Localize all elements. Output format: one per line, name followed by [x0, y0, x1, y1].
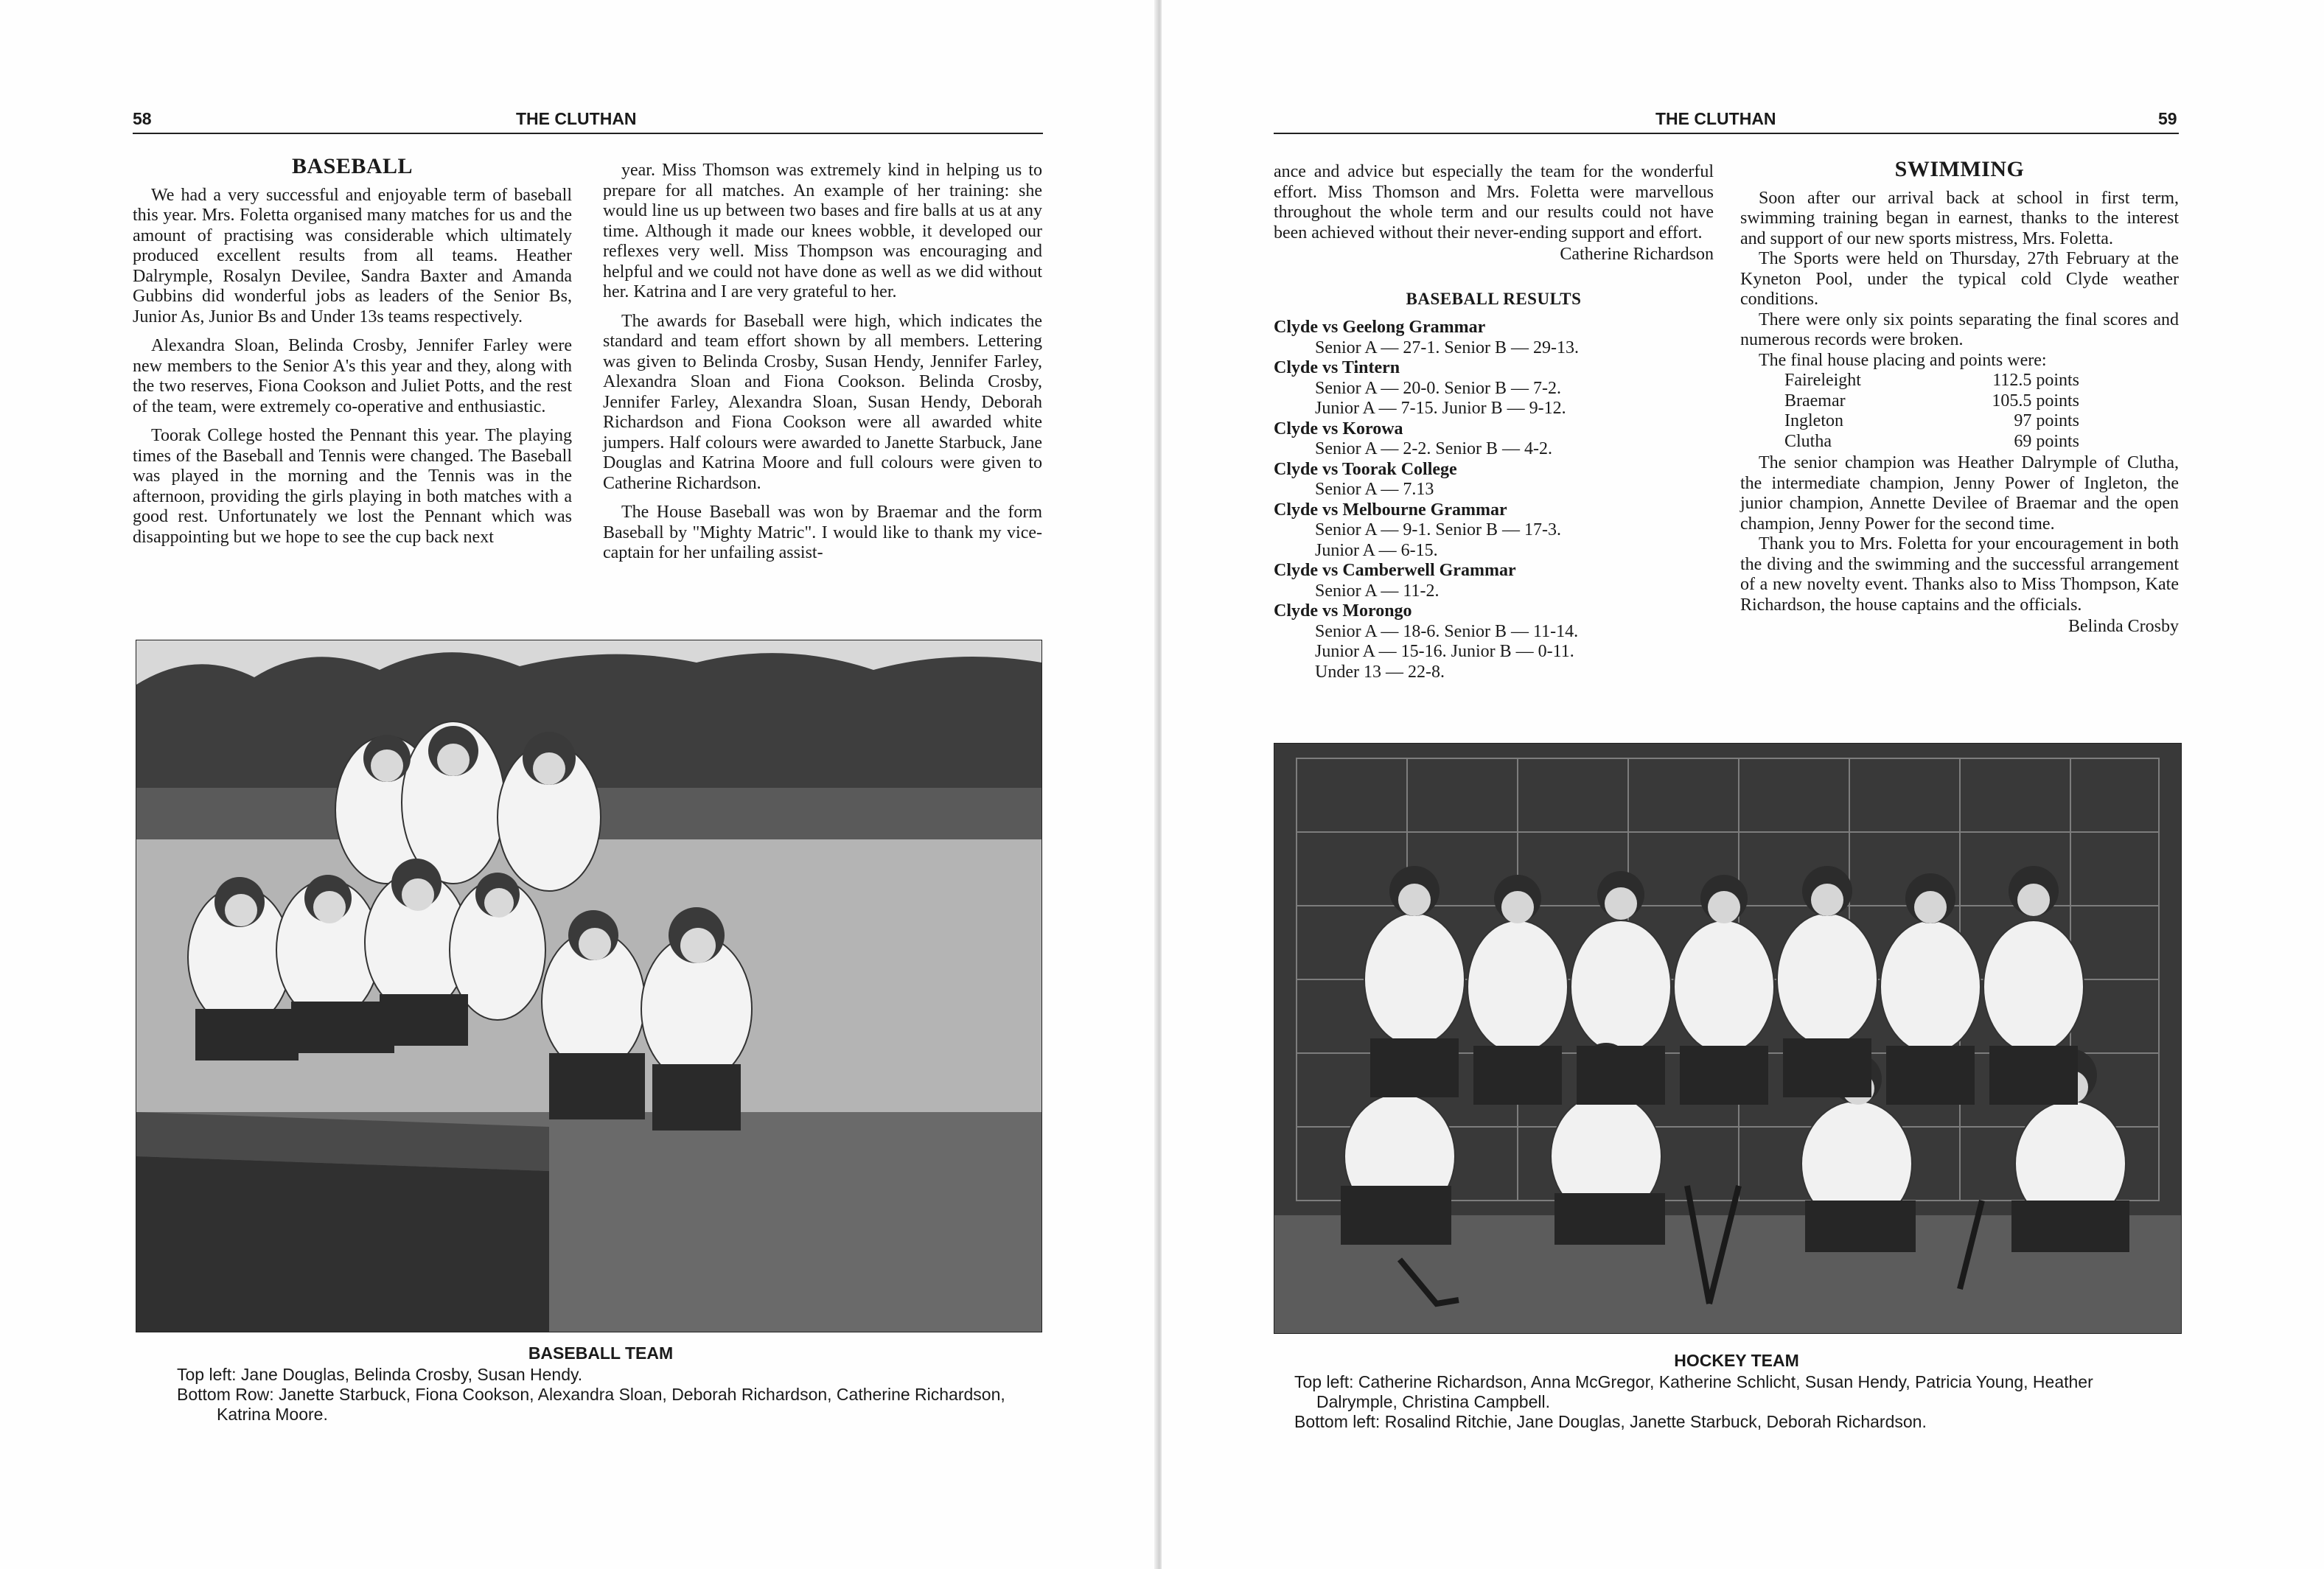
match-score: Senior A — 9-1. Senior B — 17-3. [1315, 520, 1561, 539]
match-heading: Clyde vs Morongo [1274, 601, 1412, 621]
running-head: THE CLUTHAN [1655, 109, 1776, 128]
house-name: Ingleton [1784, 411, 1843, 430]
house-row [1784, 432, 2179, 452]
paragraph: Alexandra Sloan, Belinda Crosby, Jennifer Farley were new members to the Senior A's this year and they, along with the two reserves, Fiona Cookson and Juliet Potts, and the rest of the team, were extremely co-operative and enthusiastic. [133, 336, 572, 416]
signature: Catherine Richardson [1560, 245, 1714, 264]
signature: Belinda Crosby [2068, 617, 2179, 636]
baseball-column-1 [133, 156, 572, 548]
paragraph: Thank you to Mrs. Foletta for your encouragement in both the diving and the swimming and the successful arrangement of a new novelty event. Thanks also to Miss Thompson, Kate Richardson, the house captains and the officials. [1740, 534, 2179, 615]
paragraph: The House Baseball was won by Braemar and the form Baseball by "Mighty Matric". I would like to thank my vice-captain for her unfailing assist- [603, 503, 1042, 562]
match-heading: Clyde vs Camberwell Grammar [1274, 561, 1516, 580]
house-points: 97 points [2014, 411, 2079, 430]
caption-line: Top left: Catherine Richardson, Anna McGregor, Katherine Schlicht, Susan Hendy, Patricia Young, Heather Dalrymple, Christina Campbell. [1294, 1372, 2093, 1411]
paragraph: Toorak College hosted the Pennant this year. The playing times of the Baseball and Tennis were changed. The Baseball was played in the morning and the Tennis was in the afternoon, providing the girls playing in both matches with a good rest. Unfortunately we lost the Pennant which was disappointing but we hope to see the cup back next [133, 426, 572, 547]
house-row [1784, 391, 2179, 412]
hockey-caption [1294, 1351, 2179, 1432]
results-title: BASEBALL RESULTS [1406, 289, 1582, 308]
match-heading: Clyde vs Tintern [1274, 358, 1400, 377]
paragraph: Soon after our arrival back at school in first term, swimming training began in earnest, thanks to the interest and support of our new sports mistress, Mrs. Foletta. [1740, 188, 2179, 248]
caption-title: HOCKEY TEAM [1674, 1351, 1799, 1370]
right-page [1162, 0, 2324, 1569]
match-score: Junior A — 15-16. Junior B — 0-11. [1315, 642, 1574, 661]
match-score: Senior A — 11-2. [1315, 581, 1440, 601]
paragraph: year. Miss Thomson was extremely kind in helping us to prepare for all matches. An example of her training: she would line us up between two bases and fire balls at us at any time. Although it made our knees wobble, it developed our reflexes very well. Miss Thompson was encouraging and helpful and we could not have done as well as we did without her. Katrina and I are very grateful to her. [603, 161, 1042, 301]
match-heading: Clyde vs Korowa [1274, 419, 1403, 438]
paragraph: We had a very successful and enjoyable term of baseball this year. Mrs. Foletta organised many matches for us and the amount of practising was considerable which ultimately produced excellent results from all teams. Heather Dalrymple, Rosalyn Devilee, Sandra Baxter and Amanda Gubbins did wonderful jobs as leaders of the Senior Bs, Junior As, Junior Bs and Under 13s teams respectively. [133, 185, 572, 326]
house-points: 69 points [2014, 431, 2079, 451]
match-heading: Clyde vs Melbourne Grammar [1274, 500, 1507, 520]
baseball-column-2 [603, 161, 1042, 564]
house-name: Clutha [1784, 431, 1832, 451]
house-name: Faireleight [1784, 371, 1861, 390]
house-row [1784, 371, 2179, 391]
running-head: THE CLUTHAN [516, 109, 637, 128]
house-points: 105.5 points [1992, 391, 2079, 410]
header-rule [1274, 133, 2179, 134]
paragraph: The final house placing and points were: [1759, 350, 2047, 370]
match-score: Senior A — 27-1. Senior B — 29-13. [1315, 338, 1579, 357]
match-score: Senior A — 2-2. Senior B — 4-2. [1315, 439, 1552, 458]
results-column [1274, 162, 1714, 682]
page-number: 59 [2158, 109, 2177, 128]
article-title: BASEBALL [291, 154, 413, 178]
house-points-table [1784, 371, 2179, 452]
paragraph: The Sports were held on Thursday, 27th February at the Kyneton Pool, under the typical cold Clyde weather conditions. [1740, 249, 2179, 309]
left-page [0, 0, 1157, 1569]
paragraph: The senior champion was Heather Dalrymple of Clutha, the intermediate champion, Jenny Power of Ingleton, the junior champion, Annette Devilee of Braemar and the open champion, Jenny Power for the second time. [1740, 453, 2179, 534]
swimming-title: SWIMMING [1894, 157, 2025, 181]
paragraph: ance and advice but especially the team for the wonderful effort. Miss Thomson and Mrs. Foletta were marvellous throughout the whole term and our results could not have been achieved without their never-ending support and effort. [1274, 162, 1714, 242]
match-score: Senior A — 18-6. Senior B — 11-14. [1315, 621, 1579, 641]
caption-line: Bottom left: Rosalind Ritchie, Jane Douglas, Janette Starbuck, Deborah Richardson. [1294, 1412, 1927, 1431]
house-points: 112.5 points [1992, 371, 2079, 390]
match-score: Under 13 — 22-8. [1315, 662, 1445, 682]
house-name: Braemar [1784, 391, 1846, 410]
house-row [1784, 411, 2179, 432]
hockey-team-photo [1274, 743, 2182, 1334]
match-score: Senior A — 7.13 [1315, 480, 1434, 499]
page-number: 58 [133, 109, 152, 128]
baseball-team-photo [136, 640, 1042, 1332]
match-score: Junior A — 6-15. [1315, 540, 1438, 560]
results-list [1274, 318, 1714, 682]
paragraph: The awards for Baseball were high, which indicates the standard and team effort shown by all members. Lettering was given to Belinda Crosby, Susan Hendy, Jennifer Farley, Alexandra Sloan and Fiona Cookson. Belinda Crosby, Jennifer Farley, Alexandra Sloan, Susan Hendy, Deborah Richardson and Fiona Cookson were all awarded white jumpers. Half colours were awarded to Janette Starbuck, Jane Douglas and Katrina Moore and full colours were given to Catherine Richardson. [603, 311, 1042, 493]
match-score: Junior A — 7-15. Junior B — 9-12. [1315, 399, 1566, 418]
swimming-column [1740, 159, 2179, 637]
header-rule [133, 133, 1043, 134]
match-heading: Clyde vs Toorak College [1274, 459, 1457, 479]
match-heading: Clyde vs Geelong Grammar [1274, 318, 1486, 337]
paragraph: There were only six points separating the final scores and numerous records were broken. [1740, 310, 2179, 349]
caption-line: Top left: Jane Douglas, Belinda Crosby, Susan Hendy. [177, 1365, 583, 1384]
match-score: Senior A — 20-0. Senior B — 7-2. [1315, 378, 1561, 398]
baseball-caption [177, 1343, 1025, 1425]
caption-line: Bottom Row: Janette Starbuck, Fiona Cookson, Alexandra Sloan, Deborah Richardson, Catherine Richardson, Katrina Moore. [177, 1385, 1005, 1424]
caption-title: BASEBALL TEAM [528, 1343, 674, 1363]
